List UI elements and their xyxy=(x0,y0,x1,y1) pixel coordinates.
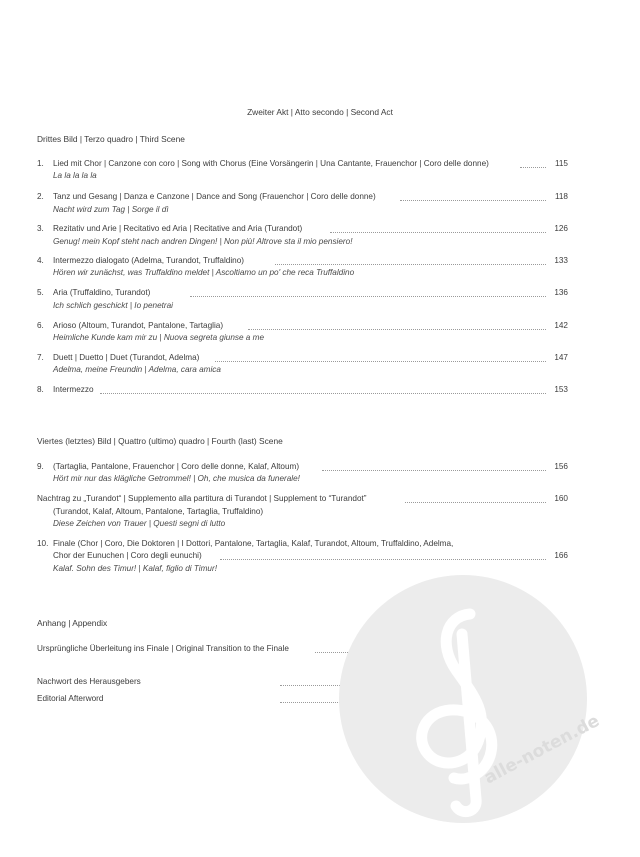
page-number: 160 xyxy=(554,494,568,503)
page-number: 142 xyxy=(554,321,568,330)
entry-title: Arioso (Altoum, Turandot, Pantalone, Tartaglia) xyxy=(53,321,224,330)
entry-incipit: Kalaf. Sohn des Timur! | Kalaf, figlio di Timur! xyxy=(53,564,217,573)
entry-title: Ursprüngliche Überleitung ins Finale | Original Transition to the Finale xyxy=(37,644,289,653)
entry-number: 9. xyxy=(37,462,44,471)
entry-number: 1. xyxy=(37,159,44,168)
entry-number: 10. xyxy=(37,539,49,548)
dot-leader xyxy=(322,469,546,471)
appendix-heading: Anhang | Appendix xyxy=(37,618,108,628)
dot-leader xyxy=(215,360,546,362)
entry-title: Intermezzo dialogato (Adelma, Turandot, Truffaldino) xyxy=(53,256,244,265)
entry-title: Duett | Duetto | Duet (Turandot, Adelma) xyxy=(53,353,200,362)
entry-incipit: Nacht wird zum Tag | Sorge il dì xyxy=(53,205,169,214)
page-number: 147 xyxy=(554,353,568,362)
dot-leader xyxy=(248,328,546,330)
entry-title: Editorial Afterword xyxy=(37,694,104,703)
page-number: 115 xyxy=(554,159,568,168)
entry-number: 6. xyxy=(37,321,44,330)
entry-incipit: Hört mir nur das klägliche Getrommel! | Oh, che musica da funerale! xyxy=(53,474,300,483)
entry-incipit: Heimliche Kunde kam mir zu | Nuova segreta giunse a me xyxy=(53,333,265,342)
dot-leader xyxy=(275,263,546,265)
page-number: 133 xyxy=(554,256,568,265)
entry-cast: (Turandot, Kalaf, Altoum, Pantalone, Tartaglia, Truffaldino) xyxy=(53,507,264,516)
page-number: 153 xyxy=(554,385,568,394)
entry-title: Nachtrag zu „Turandot“ | Supplemento alla partitura di Turandot | Supplement to “Turandot” xyxy=(37,494,367,503)
entry-title: Rezitativ und Arie | Recitativo ed Aria | Recitative and Aria (Turandot) xyxy=(53,224,303,233)
entry-title: Nachwort des Herausgebers xyxy=(37,677,141,686)
entry-cast: Chor der Eunuchen | Coro degli eunuchi) xyxy=(53,551,202,560)
dot-leader xyxy=(520,166,546,168)
page-number: 166 xyxy=(554,551,568,560)
entry-number: 5. xyxy=(37,288,44,297)
watermark-logo xyxy=(338,574,603,824)
entry-number: 4. xyxy=(37,256,44,265)
entry-title: Tanz und Gesang | Danza e Canzone | Dance and Song (Frauenchor | Coro delle donne) xyxy=(53,192,376,201)
scene4-heading: Viertes (letztes) Bild | Quattro (ultimo) quadro | Fourth (last) Scene xyxy=(37,436,283,446)
dot-leader xyxy=(100,392,546,394)
dot-leader xyxy=(330,231,546,233)
entry-number: 7. xyxy=(37,353,44,362)
dot-leader xyxy=(405,501,546,503)
entry-incipit: Ich schlich geschickt | Io penetrai xyxy=(53,301,173,310)
page-number: 126 xyxy=(554,224,568,233)
entry-number: 3. xyxy=(37,224,44,233)
watermark-text: alle-noten.de xyxy=(480,710,603,789)
entry-title: Finale (Chor | Coro, Die Doktoren | I Dottori, Pantalone, Tartaglia, Kalaf, Turandot, Altoum, Truffaldino, Adelma, xyxy=(53,539,454,548)
entry-incipit: Hören wir zunächst, was Truffaldino meldet | Ascoltiamo un po' che reca Truffaldino xyxy=(53,268,355,277)
scene3-heading: Drittes Bild | Terzo quadro | Third Scene xyxy=(37,134,185,144)
entry-title: Lied mit Chor | Canzone con coro | Song with Chorus (Eine Vorsängerin | Una Cantante, Frauenchor | Coro delle donne) xyxy=(53,159,489,168)
entry-incipit: Adelma, meine Freundin | Adelma, cara amica xyxy=(53,365,221,374)
entry-incipit: Diese Zeichen von Trauer | Questi segni di lutto xyxy=(53,519,226,528)
entry-title: (Tartaglia, Pantalone, Frauenchor | Coro delle donne, Kalaf, Altoum) xyxy=(53,462,300,471)
entry-title: Intermezzo xyxy=(53,385,94,394)
entry-title: Aria (Truffaldino, Turandot) xyxy=(53,288,151,297)
entry-incipit: La la la la la xyxy=(53,171,97,180)
entry-incipit: Genug! mein Kopf steht nach andren Dingen! | Non più! Altrove sta il mio pensiero! xyxy=(53,237,353,246)
entry-number: 2. xyxy=(37,192,44,201)
entry-number: 8. xyxy=(37,385,44,394)
dot-leader xyxy=(220,558,546,560)
page-number: 156 xyxy=(554,462,568,471)
dot-leader xyxy=(400,199,546,201)
page-number: 136 xyxy=(554,288,568,297)
dot-leader xyxy=(190,295,546,297)
act-title: Zweiter Akt | Atto secondo | Second Act xyxy=(247,107,393,117)
page-number: 118 xyxy=(554,192,568,201)
